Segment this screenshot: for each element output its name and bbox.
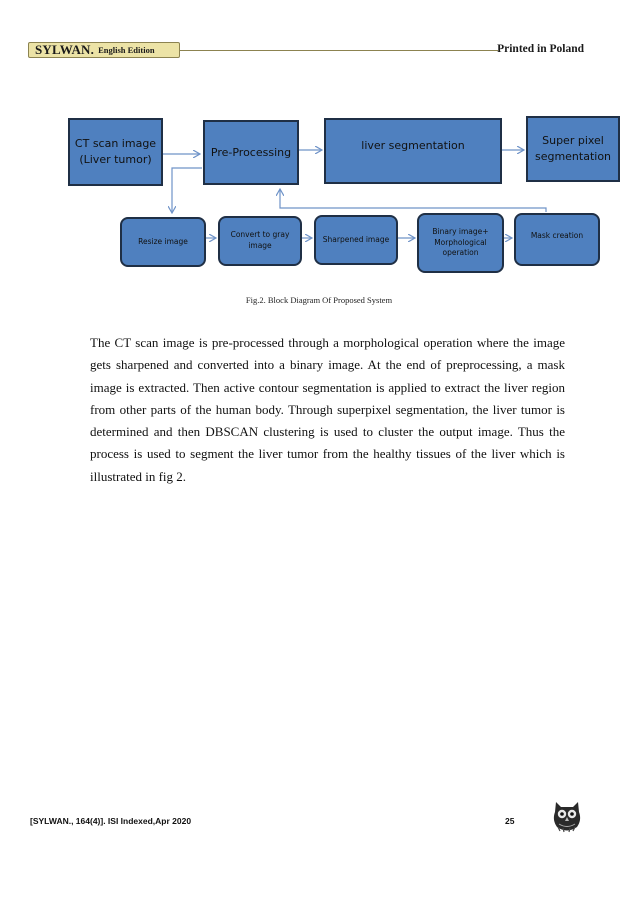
- box-liver-segmentation: liver segmentation: [324, 118, 502, 184]
- printed-location: Printed in Poland: [497, 43, 584, 55]
- body-paragraph: The CT scan image is pre-processed through a morphological operation where the image gets sharpened and converted into a binary image. At the end of preprocessing, a mask image is extracted. Then active contour segmentation is applied to extract the liver region from other parts of the human body. Through superpixel segmentation, the liver tumor is determined and then DBSCAN clustering is used to cluster the output image. Thus the process is used to segment the liver tumor from the healthy tissues of the liver which is illustrated in fig 2.: [90, 335, 565, 484]
- box-convert-gray: Convert to gray image: [218, 216, 302, 266]
- box-super-pixel: Super pixel segmentation: [526, 116, 620, 182]
- footer-reference: [SYLWAN., 164(4)]. ISI Indexed,Apr 2020: [30, 816, 192, 826]
- block-diagram: [0, 0, 638, 300]
- figure-caption: Fig.2. Block Diagram Of Proposed System: [245, 295, 393, 305]
- box-sharpened-image: Sharpened image: [314, 215, 398, 265]
- box-pre-processing: Pre-Processing: [203, 120, 299, 185]
- page-number: 25: [505, 816, 515, 826]
- box-mask-creation: Mask creation: [514, 213, 600, 266]
- box-ct-scan: CT scan image (Liver tumor): [68, 118, 163, 186]
- edition-label: English Edition: [98, 45, 155, 55]
- arrow-preprocessing-to-resize: [172, 168, 202, 213]
- owl-logo-icon: [548, 796, 586, 834]
- box-binary-morph: Binary image+ Morphological operation: [417, 213, 504, 273]
- box-resize-image: Resize image: [120, 217, 206, 267]
- arrow-mask-to-preprocessing: [280, 189, 546, 212]
- journal-name: SYLWAN.: [35, 42, 95, 57]
